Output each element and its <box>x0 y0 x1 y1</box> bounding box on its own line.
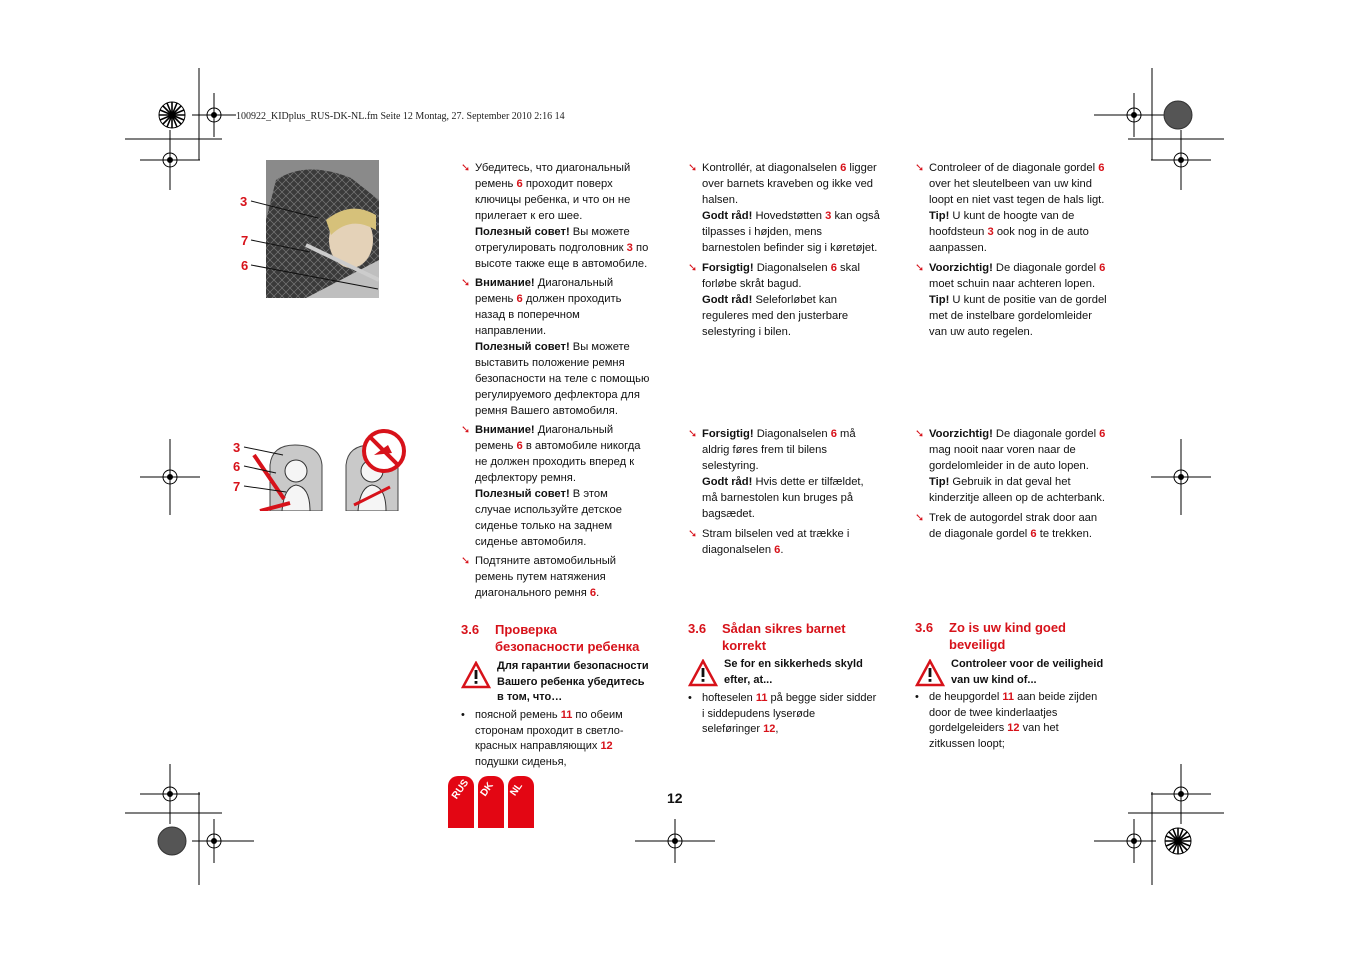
nl-paragraph-1: ➘ Controleer of de diagonale gordel 6 over het sleutelbeen van uw kind loopt en niet vast tegen de hals ligt. Tip! U kunt de hoogte van de hoofdsteun 3 ook nog in de auto aanpassen. <box>915 162 1105 254</box>
arrow-bullet-icon: ➘ <box>688 162 698 174</box>
warning-triangle-icon <box>461 661 491 689</box>
nl-paragraph-4: ➘ Trek de autogordel strak door aan de diagonale gordel 6 te trekken. <box>915 512 1098 540</box>
arrow-bullet-icon: ➘ <box>461 555 471 567</box>
lang-tab-rus[interactable]: RUS <box>448 776 474 828</box>
callout-6-top: 6 <box>241 258 249 273</box>
rus-paragraph-2: ➘ Внимание! Диагональный ремень 6 должен проходить назад в поперечном направлении. Полезный совет! Вы можете выставить положение ремня безопасности на теле с помощью регулируемого дефлектора для ремня Вашего автомобиля. <box>461 277 650 417</box>
nl-warning-text: Controleer voor de veiligheid van uw kind of... <box>951 658 1104 686</box>
rus-paragraph-4: ➘ Подтяните автомобильный ремень путем натяжения диагонального ремня 6. <box>461 555 617 599</box>
arrow-bullet-icon: ➘ <box>688 528 698 540</box>
lang-tab-nl[interactable]: NL <box>508 776 534 828</box>
arrow-bullet-icon: ➘ <box>915 262 925 274</box>
arrow-bullet-icon: ➘ <box>688 428 698 440</box>
callout-7-bottom: 7 <box>233 479 241 494</box>
column-dk-lower <box>688 426 898 558</box>
lang-tab-dk[interactable]: DK <box>478 776 504 828</box>
arrow-bullet-icon: ➘ <box>688 262 698 274</box>
column-nl <box>915 160 1127 340</box>
column-rus <box>461 160 671 601</box>
page-number: 12 <box>667 790 683 806</box>
column-nl-lower <box>915 426 1127 542</box>
rus-warning-text: Для гарантии безопасности Вашего ребенка убедитесь в том, что… <box>497 660 649 703</box>
rus-section-title: 3.6 Проверка безопасности ребенка <box>461 622 640 654</box>
warning-triangle-icon <box>688 659 718 687</box>
warning-triangle-icon <box>915 659 945 687</box>
rus-paragraph-3: ➘ Внимание! Диагональный ремень 6 в автомобиле никогда не должен проходить вперед к дефлектору ремня. Полезный совет! В этом случае используйте детское сиденье только на заднем сиденье автомобиля. <box>461 424 641 548</box>
nl-section-title: 3.6 Zo is uw kind goed beveiligd <box>915 620 1066 652</box>
callout-7-top: 7 <box>241 233 249 248</box>
arrow-bullet-icon: ➘ <box>461 162 471 174</box>
dk-section-title: 3.6 Sådan sikres barnet korrekt <box>688 621 846 653</box>
file-header: 100922_KIDplus_RUS-DK-NL.fm Seite 12 Montag, 27. September 2010 2:16 14 <box>236 111 565 122</box>
rus-paragraph-1: ➘ Убедитесь, что диагональный ремень 6 проходит поверх ключицы ребенка, и что он не прилегает к его шее. Полезный совет! Вы можете отрегулировать подголовник 3 по высоте также еще в автомобиле. <box>461 162 649 270</box>
column-dk <box>688 160 898 340</box>
dk-paragraph-4: ➘ Stram bilselen ved at trække i diagonalselen 6. <box>688 528 850 556</box>
arrow-bullet-icon: ➘ <box>915 512 925 524</box>
dk-paragraph-3: ➘ Forsigtig! Diagonalselen 6 må aldrig føres frem til bilens selestyring. Godt råd! Hvis dette er tilfældet, må barnestolen kun bruges på bagsædet. <box>688 428 864 520</box>
dk-paragraph-2: ➘ Forsigtig! Diagonalselen 6 skal forløbe skråt bagud. Godt råd! Seleforløbet kan reguleres med den justerbare selestyring i bilen. <box>688 262 860 338</box>
arrow-bullet-icon: ➘ <box>461 424 471 436</box>
dk-paragraph-1: ➘ Kontrollér, at diagonalselen 6 ligger over barnets kraveben og ikke ved halsen. Godt råd! Hovedstøtten 3 kan også tilpasses i højden, mens barnestolen befinder sig i køretøjet. <box>688 162 880 254</box>
callout-6-bottom: 6 <box>233 459 241 474</box>
arrow-bullet-icon: ➘ <box>915 162 925 174</box>
arrow-bullet-icon: ➘ <box>461 277 471 289</box>
nl-paragraph-3: ➘ Voorzichtig! De diagonale gordel 6 mag nooit naar voren naar de gordelomleider in de auto lopen. Tip! Gebruik in dat geval het kinderzitje alleen op de achterbank. <box>915 428 1106 504</box>
arrow-bullet-icon: ➘ <box>915 428 925 440</box>
callout-3-bottom: 3 <box>233 440 241 455</box>
dk-warning-text: Se for en sikkerheds skyld efter, at... <box>724 658 863 686</box>
callout-3-top: 3 <box>240 194 248 209</box>
nl-paragraph-2: ➘ Voorzichtig! De diagonale gordel 6 moet schuin naar achteren lopen. Tip! U kunt de positie van de gordel met de instelbare gordelomleider van uw auto regelen. <box>915 262 1107 338</box>
